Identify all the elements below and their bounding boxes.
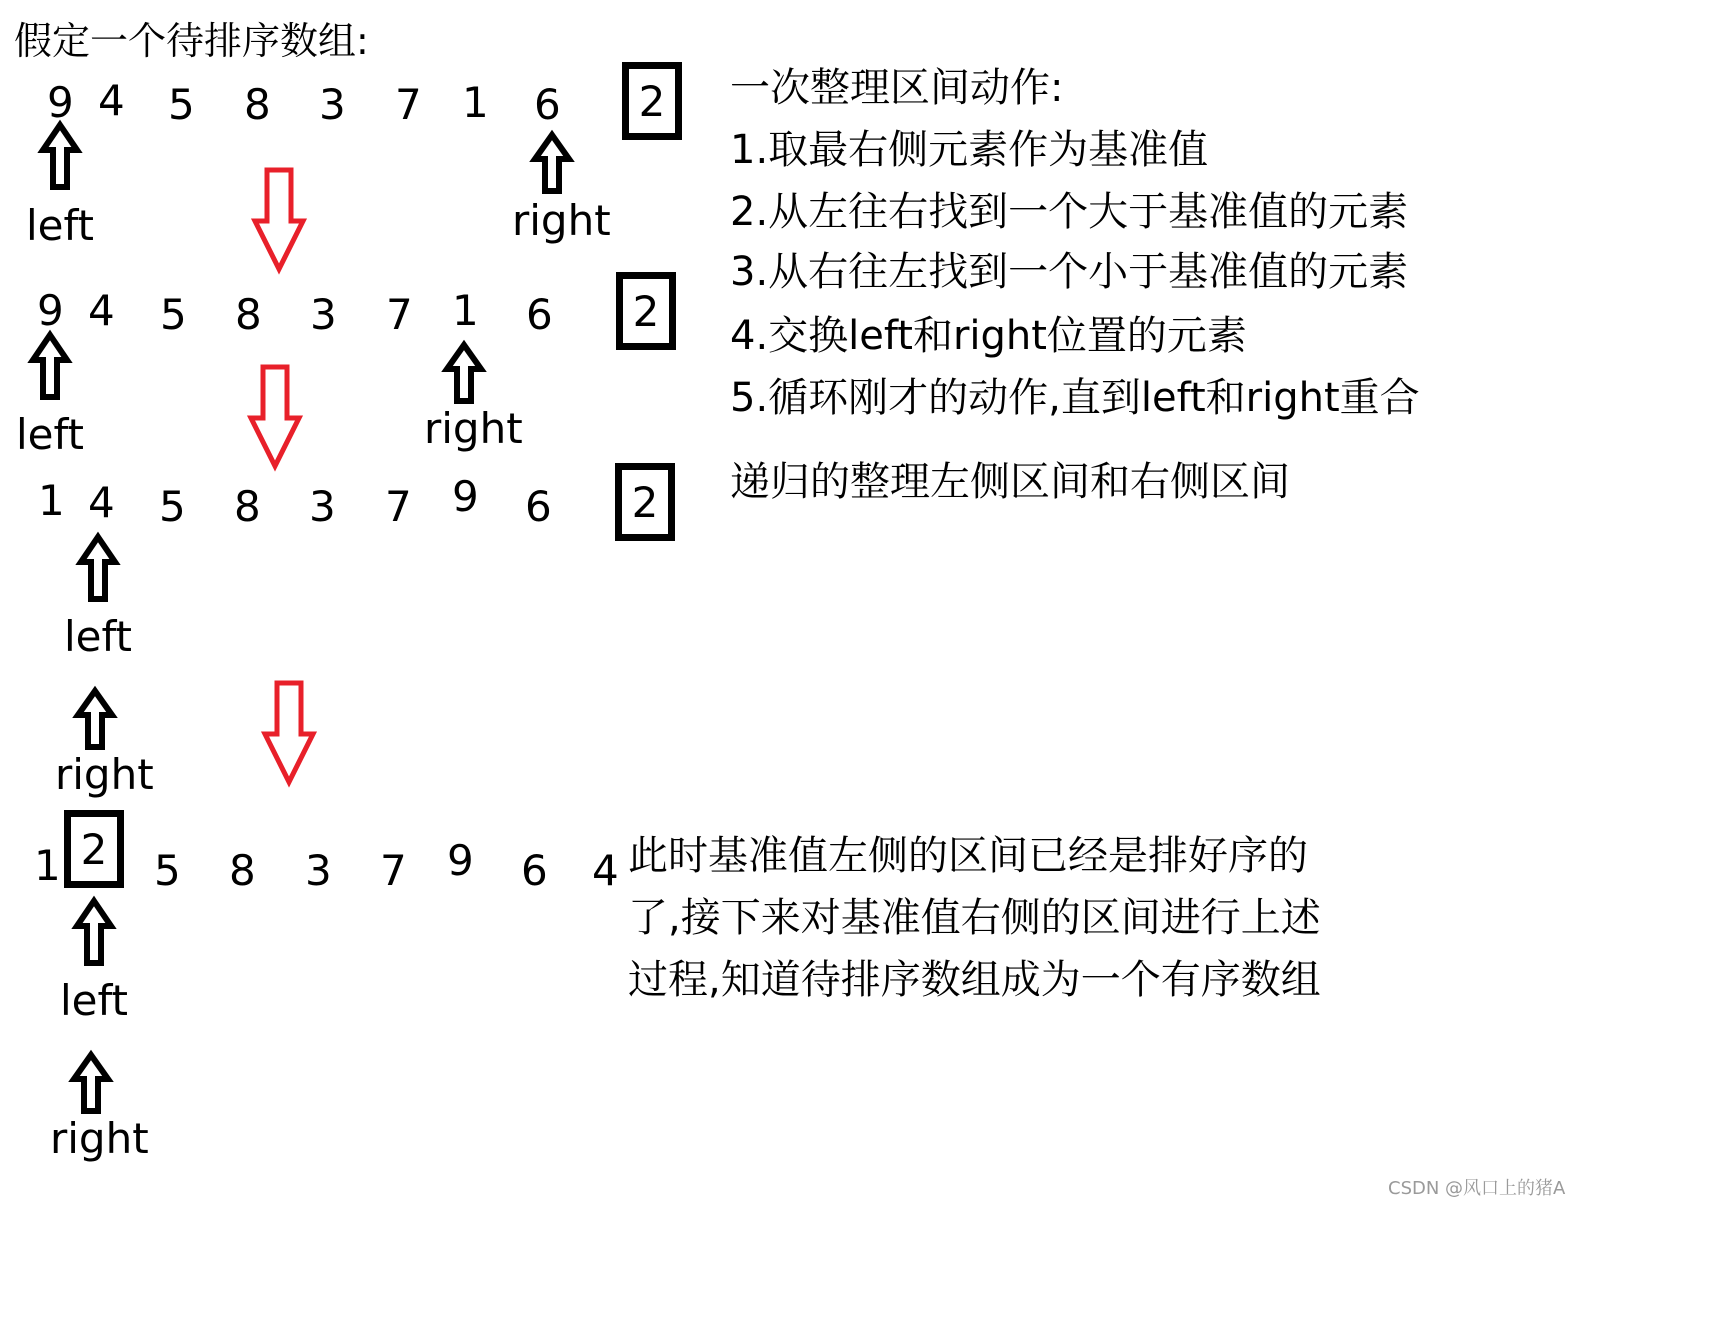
- row4-num-2: 5: [154, 846, 181, 895]
- row1-num-7: 1: [462, 78, 489, 127]
- up-arrow-icon: [71, 1052, 111, 1114]
- row4-num-1: 1: [34, 841, 61, 890]
- row4-num-3: 8: [229, 846, 256, 895]
- step-5: 5.循环刚才的动作,直到left和right重合: [730, 375, 1420, 421]
- row3-left-label: left: [64, 612, 133, 661]
- down-arrow-icon: [262, 680, 316, 786]
- row1-right-label: right: [512, 196, 611, 245]
- pivot-box-row2: [616, 272, 676, 350]
- up-arrow-icon: [30, 332, 70, 400]
- note-line-3: 过程,知道待排序数组成为一个有序数组: [628, 957, 1321, 1003]
- step-4: 4.交换left和right位置的元素: [730, 313, 1247, 359]
- row4-num-6: 9: [447, 836, 474, 885]
- watermark: CSDN @风口上的猪A: [1388, 1178, 1566, 1199]
- row1-num-8: 6: [534, 80, 561, 129]
- up-arrow-icon: [532, 132, 572, 194]
- up-arrow-icon: [74, 898, 114, 966]
- row3-num-2: 4: [88, 478, 115, 527]
- up-arrow-icon: [75, 688, 115, 750]
- note-line-2: 了,接下来对基准值右侧的区间进行上述: [628, 895, 1321, 941]
- pivot-box-row3: [615, 463, 675, 541]
- row2-num-1: 9: [37, 286, 64, 335]
- row1-num-4: 8: [244, 80, 271, 129]
- row2-num-6: 7: [386, 290, 413, 339]
- row2-num-7: 1: [452, 286, 479, 335]
- row2-left-label: left: [16, 410, 85, 459]
- row1-num-5: 3: [319, 80, 346, 129]
- note-line-1: 此时基准值左侧的区间已经是排好序的: [628, 833, 1308, 879]
- row3-right-label: right: [55, 750, 154, 799]
- title: 假定一个待排序数组:: [14, 19, 369, 63]
- row1-num-3: 5: [168, 80, 195, 129]
- row1-num-1: 9: [47, 78, 74, 127]
- steps-heading: 一次整理区间动作:: [730, 65, 1064, 111]
- row4-num-7: 6: [521, 846, 548, 895]
- row4-right-label: right: [50, 1114, 149, 1163]
- up-arrow-icon: [40, 122, 80, 190]
- row3-num-7: 9: [452, 472, 479, 521]
- row4-num-4: 3: [305, 846, 332, 895]
- row1-left-label: left: [26, 201, 95, 250]
- pivot-value: 2: [631, 477, 659, 527]
- step-2: 2.从左往右找到一个大于基准值的元素: [730, 189, 1409, 235]
- pivot-value: 2: [638, 76, 666, 126]
- row3-num-8: 6: [525, 482, 552, 531]
- row2-num-5: 3: [310, 290, 337, 339]
- row2-num-3: 5: [160, 290, 187, 339]
- row3-num-1: 1: [38, 476, 65, 525]
- pivot-value: 2: [80, 824, 108, 874]
- row4-left-label: left: [60, 976, 129, 1025]
- down-arrow-icon: [248, 364, 302, 470]
- row3-num-4: 8: [234, 482, 261, 531]
- step-1: 1.取最右侧元素作为基准值: [730, 127, 1209, 173]
- row2-right-label: right: [424, 404, 523, 453]
- row1-num-6: 7: [395, 80, 422, 129]
- row4-num-5: 7: [380, 846, 407, 895]
- row3-num-5: 3: [309, 482, 336, 531]
- up-arrow-icon: [78, 534, 118, 602]
- up-arrow-icon: [444, 342, 484, 404]
- down-arrow-icon: [252, 167, 306, 273]
- step-3: 3.从右往左找到一个小于基准值的元素: [730, 249, 1409, 295]
- pivot-box-row4: [64, 810, 124, 888]
- row1-num-2: 4: [98, 76, 125, 125]
- row3-num-6: 7: [385, 482, 412, 531]
- pivot-box-row1: [622, 62, 682, 140]
- row2-num-8: 6: [526, 290, 553, 339]
- row2-num-4: 8: [235, 290, 262, 339]
- row2-num-2: 4: [88, 286, 115, 335]
- recursion-note: 递归的整理左侧区间和右侧区间: [730, 459, 1290, 505]
- row3-num-3: 5: [159, 482, 186, 531]
- row4-num-8: 4: [592, 846, 619, 895]
- pivot-value: 2: [632, 286, 660, 336]
